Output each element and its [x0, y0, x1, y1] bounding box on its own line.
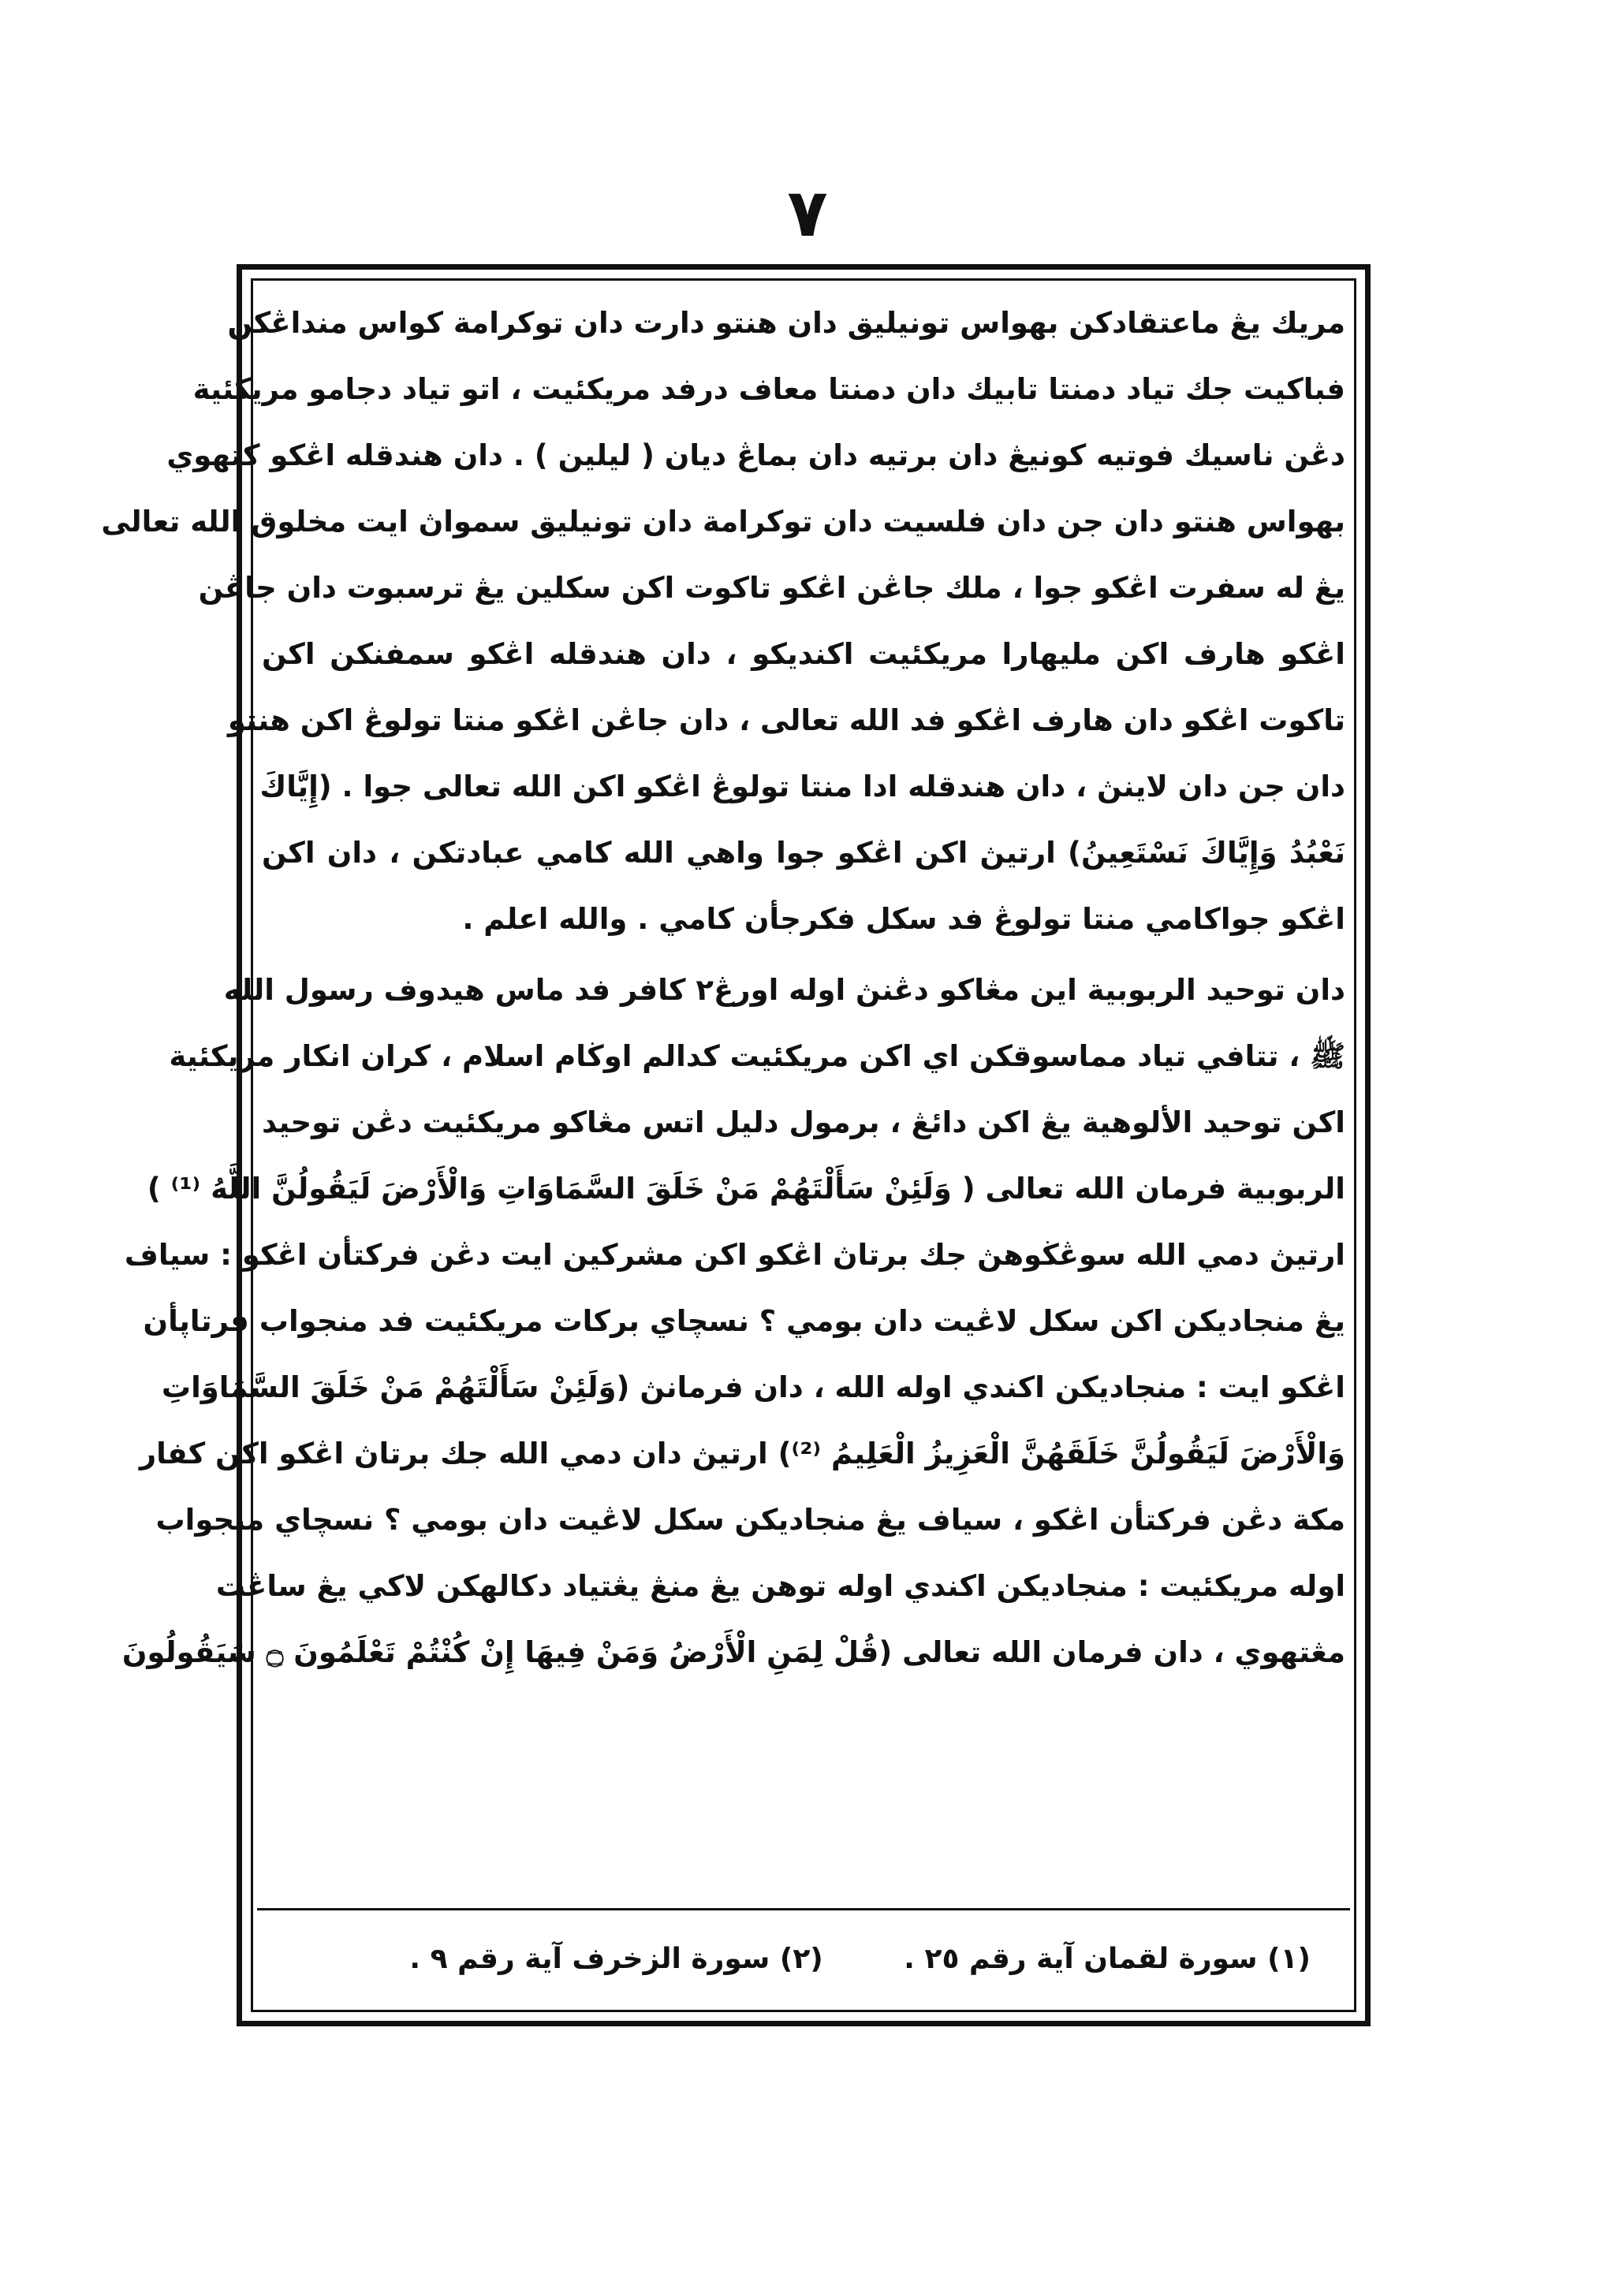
paragraph-2: [121, 957, 1345, 1686]
text-line: نَعْبُدُ وَإِيَّاكَ نَسْتَعِينُ) ارتيڽ اكن اڠكو جوا واهي الله كامي عبادتكن ، دان اكن: [262, 836, 1345, 870]
text-line: يڠ منجاديكن اكن سكل لاڠيت دان بومي ؟ نسچاي بركات مريكئيت فد منجواب فرتاڽأن: [143, 1304, 1345, 1338]
footnotes: [262, 1932, 1311, 1987]
text-line: اڠكو جواكامي منتا تولوڠ فد سكل فكرجأن كامي . والله اعلم .: [462, 902, 1345, 936]
text-line: اڠكو هارف اكن مليهارا مريكئيت اكنديكو ، دان هندقله اڠكو سمفنكن اكن: [262, 637, 1345, 671]
text-line: مريك يڠ ماعتقادكن بهواس تونيليق دان هنتو دارت دان توكرامة كواس منداڠكن: [227, 306, 1345, 340]
footnote-divider: [257, 1908, 1350, 1910]
paragraph-1: [101, 290, 1345, 952]
text-line: اوله مريكئيت : منجاديكن اكندي اوله توهن يڠ منڠ يڠتياد دكالهكن لاكي يڠ ساڠت: [215, 1569, 1345, 1603]
text-line: دڠن ناسيك فوتيه كونيڠ دان برتيه دان بماڠ ديان ( ليلين ) . دان هندقله اڠكو كتهوي: [166, 438, 1345, 472]
text-line: تاكوت اڠكو دان هارف اڠكو فد الله تعالى ، دان جاڠن اڠكو منتا تولوڠ اكن هنتو: [227, 703, 1345, 737]
text-line: مڠتهوي ، دان فرمان الله تعالى (قُلْ لِمَنِ الْأَرْضُ وَمَنْ فِيهَا إِنْ كُنْتُمْ تَعْلَمُونَ ۝ سَيَقُولُونَ: [121, 1635, 1345, 1669]
main-text: [101, 290, 1345, 1686]
text-line: اڠكو ايت : منجاديكن اكندي اوله الله ، دان فرمانڽ (وَلَئِنْ سَأَلْتَهُمْ مَنْ خَلَقَ السَّمَاوَاتِ: [161, 1370, 1345, 1404]
text-line: فباكيت جك تياد دمنتا تابيك دان دمنتا معاف درفد مريكئيت ، اتو تياد دجامو مريكئية: [192, 372, 1345, 406]
text-line: اكن توحيد الألوهية يڠ اكن دائڠ ، برمول دليل اتس مڠاكو مريكئيت دڠن توحيد: [262, 1105, 1345, 1139]
text-line: يڠ له سفرت اڠكو جوا ، ملك جاڠن اڠكو تاكوت اكن سكلين يڠ ترسبوت دان جاڠن: [198, 571, 1345, 605]
text-line: وَالْأَرْضَ لَيَقُولُنَّ خَلَقَهُنَّ الْعَزِيزُ الْعَلِيمُ ⁽²⁾) ارتيڽ دان دمي الله جك برتاڽ اڠكو اكن كفار: [139, 1437, 1345, 1470]
text-line: ارتيڽ دمي الله سوڠڬوهڽ جك برتاڽ اڠكو اكن مشركين ايت دڠن فركتأن اڠكو : سياف: [124, 1238, 1345, 1272]
footnote-2: (٢) سورة الزخرف آية رقم ٩ .: [409, 1943, 823, 1975]
text-line: مكة دڠن فركتأن اڠكو ، سياف يڠ منجاديكن سكل لاڠيت دان بومي ؟ نسچاي منجواب: [155, 1503, 1345, 1537]
text-line: دان توحيد الربوبية اين مڠاكو دڠنڽ اوله اورڠ٢ كافر فد ماس هيدوف رسول الله: [223, 973, 1345, 1007]
page-number: ٧: [787, 174, 828, 252]
text-line: دان جن دان لاينڽ ، دان هندقله ادا منتا تولوڠ اڠكو اكن الله تعالى جوا . (إِيَّاكَ: [259, 770, 1345, 803]
footnote-1: (١) سورة لقمان آية رقم ٢٥ .: [904, 1943, 1311, 1975]
text-line: الربوبية فرمان الله تعالى ( وَلَئِنْ سَأَلْتَهُمْ مَنْ خَلَقَ السَّمَاوَاتِ وَالْأَرْضَ لَيَقُولُنَّ اللَّهُ ⁽¹⁾ ): [147, 1172, 1345, 1206]
text-line: ﷺ ، تتافي تياد مماسوقكن اي اكن مريكئيت كدالم اوڬام اسلام ، كران انكار مريكئية: [169, 1039, 1345, 1073]
text-line: بهواس هنتو دان جن دان فلسيت دان توكرامة دان تونيليق سمواڽ ايت مخلوق الله تعالى: [101, 505, 1345, 539]
